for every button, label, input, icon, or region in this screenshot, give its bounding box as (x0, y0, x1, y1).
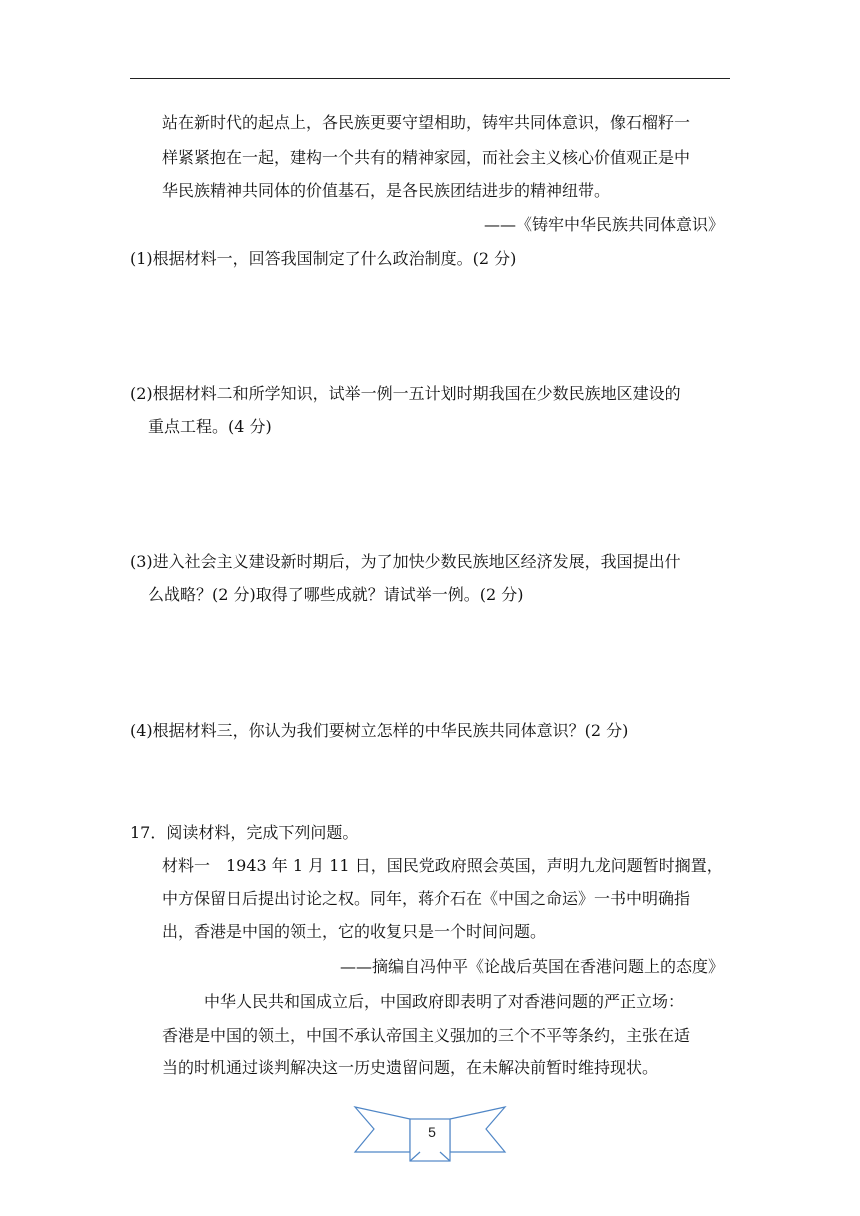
question-2-line: (2)根据材料二和所学知识，试举一例一五计划时期我国在少数民族地区建设的 (130, 384, 681, 403)
paragraph-line: 当的时机通过谈判解决这一历史遗留问题，在未解决前暂时维持现状。 (162, 1058, 659, 1077)
paragraph-line: 中华人民共和国成立后，中国政府即表明了对香港问题的严正立场： (204, 992, 685, 1011)
material-one-line: 中方保留日后提出讨论之权。同年，蒋介石在《中国之命运》一书中明确指 (162, 889, 691, 908)
material-one-line: 材料一 1943 年 1 月 11 日，国民党政府照会英国，声明九龙问题暂时搁置， (162, 856, 723, 875)
question-2-line: 重点工程。(4 分) (148, 417, 272, 436)
page-number: 5 (428, 1124, 436, 1140)
material-three-source: ——《铸牢中华民族共同体意识》 (483, 215, 724, 234)
material-one-source: ——摘编自冯仲平《论战后英国在香港问题上的态度》 (339, 957, 724, 976)
material-three-line: 样紧紧抱在一起，建构一个共有的精神家园，而社会主义核心价值观正是中 (162, 148, 691, 167)
material-one-line: 出，香港是中国的领土，它的收复只是一个时间问题。 (162, 922, 547, 941)
page-number-badge (352, 1104, 508, 1166)
paragraph-line: 香港是中国的领土，中国不承认帝国主义强加的三个不平等条约，主张在适 (162, 1026, 691, 1045)
question-3-line: 么战略？(2 分)取得了哪些成就？请试举一例。(2 分) (148, 585, 524, 604)
question-3-line: (3)进入社会主义建设新时期后，为了加快少数民族地区经济发展，我国提出什 (130, 552, 681, 571)
material-three-line: 站在新时代的起点上，各民族更要守望相助，铸牢共同体意识，像石榴籽一 (162, 113, 691, 132)
question-17-title: 17．阅读材料，完成下列问题。 (130, 823, 359, 842)
material-three-line: 华民族精神共同体的价值基石，是各民族团结进步的精神纽带。 (162, 181, 611, 200)
header-rule (130, 78, 730, 79)
question-4: (4)根据材料三，你认为我们要树立怎样的中华民族共同体意识？(2 分) (130, 721, 629, 740)
question-1: (1)根据材料一，回答我国制定了什么政治制度。(2 分) (130, 249, 517, 268)
